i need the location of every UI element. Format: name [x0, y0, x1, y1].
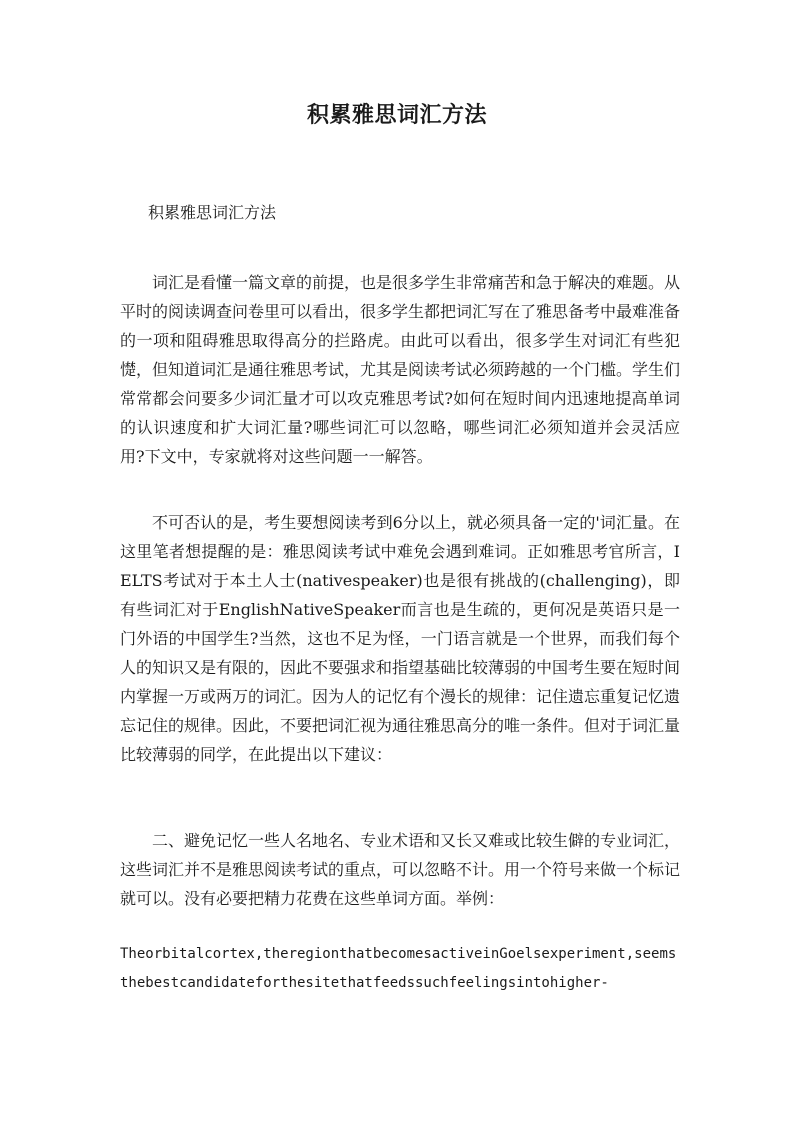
english-example-text: Theorbitalcortex,theregionthatbecomesactiveinGoelsexperiment,seemsthebestcandidateforthesitethatfeedssuchfeelingsintohigher-: [120, 946, 677, 991]
paragraph-1: 词汇是看懂一篇文章的前提，也是很多学生非常痛苦和急于解决的难题。从平时的阅读调查问卷里可以看出，很多学生都把词汇写在了雅思备考中最难准备的一项和阻碍雅思取得高分的拦路虎。由此可以看出，很多学生对词汇有些犯憷，但知道词汇是通往雅思考试，尤其是阅读考试必须跨越的一个门槛。学生们常常都会问要多少词汇量才可以攻克雅思考试?如何在短时间内迅速地提高单词的认识速度和扩大词汇量?哪些词汇可以忽略，哪些词汇必须知道并会灵活应用?下文中，专家就将对这些问题一一解答。: [120, 273, 681, 466]
paragraph-2: 不可否认的是，考生要想阅读考到6分以上，就必须具备一定的'词汇量。在这里笔者想提醒的是：雅思阅读考试中难免会遇到难词。正如雅思考官所言，IELTS考试对于本土人士(nativespeaker)也是很有挑战的(challenging)，即有些词汇对于EnglishNativeSpeaker而言也是生疏的，更何况是英语只是一门外语的中国学生?当然，这也不足为怪，一门语言就是一个世界，而我们每个人的知识又是有限的，因此不要强求和指望基础比较薄弱的中国考生要在短时间内掌握一万或两万的词汇。因为人的记忆有个漫长的规律：记住遗忘重复记忆遗忘记住的规律。因此，不要把词汇视为通往雅思高分的唯一条件。但对于词汇量比较薄弱的同学，在此提出以下建议：: [120, 513, 681, 764]
document-subtitle: 积累雅思词汇方法: [148, 203, 277, 222]
document-title: 积累雅思词汇方法: [306, 102, 487, 128]
paragraph-3: 二、避免记忆一些人名地名、专业术语和又长又难或比较生僻的专业词汇，这些词汇并不是雅思阅读考试的重点，可以忽略不计。用一个符号来做一个标记就可以。没有必要把精力花费在这些单词方面。举例：: [120, 831, 681, 908]
